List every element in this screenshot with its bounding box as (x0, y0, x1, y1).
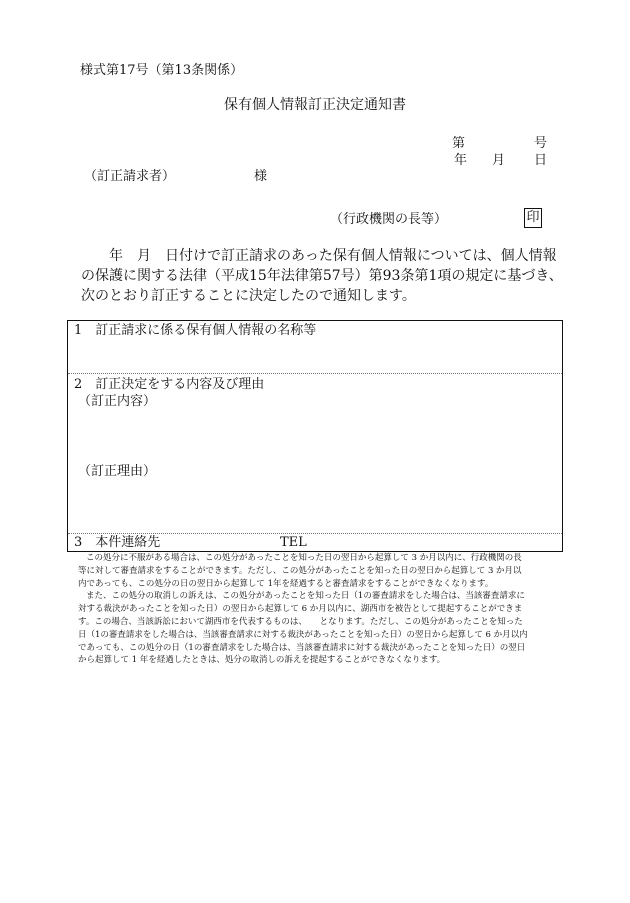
notes-line: 日（1の審査請求をした場合は、当該審査請求に対する裁決があったことを知った日）の翌日から起算して 6 か月以内 (78, 629, 528, 640)
notes-line: 等に対して審査請求をすることができます。ただし、この処分があったことを知った日の翌日から起算して 3 か月以 (78, 565, 522, 576)
date-year-label: 年 (454, 153, 468, 168)
tel-label: TEL (280, 535, 307, 550)
notes-line: 内であっても、この処分の日の翌日から起算して 1年を経過すると審査請求をすることができなくなります。 (78, 578, 494, 589)
honorific-label: 様 (254, 169, 268, 184)
document-title: 保有個人情報訂正決定通知書 (224, 97, 406, 113)
notes-line: から起算して 1 年を経過したときは、処分の取消しの訴えを提起することができなくなります。 (78, 655, 446, 666)
notes-line: また、この処分の取消しの訴えは、この処分があったことを知った日（1の審査請求をした場合は、当該審査請求に (86, 591, 525, 602)
section-2-heading: 2 訂正決定をする内容及び理由 (74, 377, 265, 392)
correction-content-label: （訂正内容） (78, 394, 157, 409)
notes-line: す。この場合、当該訴訟において湖西市を代表するものは、 となります。ただし、この処分があったことを知った (78, 616, 523, 627)
notice-body-line: の保護に関する法律（平成15年法律第57号）第93条第1項の規定に基づき、 (81, 268, 563, 284)
seal-mark: 印 (524, 208, 542, 228)
notice-body-line: 年 月 日付けで訂正請求のあった保有個人情報については、個人情報 (81, 248, 557, 264)
document-number-suffix: 号 (534, 136, 548, 151)
notes-line: であっても、この処分の日（1の審査請求をした場合は、当該審査請求に対する裁決があったことを知った日）の翌日 (78, 642, 526, 653)
date-day-label: 日 (534, 153, 548, 168)
row-divider (68, 533, 562, 534)
notes-line: この処分に不服がある場合は、この処分があったことを知った日の翌日から起算して 3 か月以内に、行政機関の長 (86, 553, 522, 563)
date-month-label: 月 (492, 153, 506, 168)
section-3-heading: 3 本件連絡先 (74, 535, 161, 550)
requester-label: （訂正請求者） (84, 169, 176, 184)
correction-reason-label: （訂正理由） (78, 464, 157, 479)
notice-body-line: 次のとおり訂正することに決定したので通知します。 (81, 288, 416, 304)
row-divider (68, 373, 562, 374)
form-number-label: 様式第17号（第13条関係） (80, 63, 244, 78)
decision-table (67, 320, 563, 552)
notice-body (81, 246, 561, 306)
agency-head-label: （行政機関の長等） (330, 212, 448, 227)
appeal-notes (78, 552, 558, 667)
notes-line: 対する裁決があったことを知った日）の翌日から起算して 6 か月以内に、湖西市を被告として提起することができま (78, 604, 523, 615)
section-1-heading: 1 訂正請求に係る保有個人情報の名称等 (74, 323, 317, 338)
document-number-prefix: 第 (452, 136, 466, 151)
